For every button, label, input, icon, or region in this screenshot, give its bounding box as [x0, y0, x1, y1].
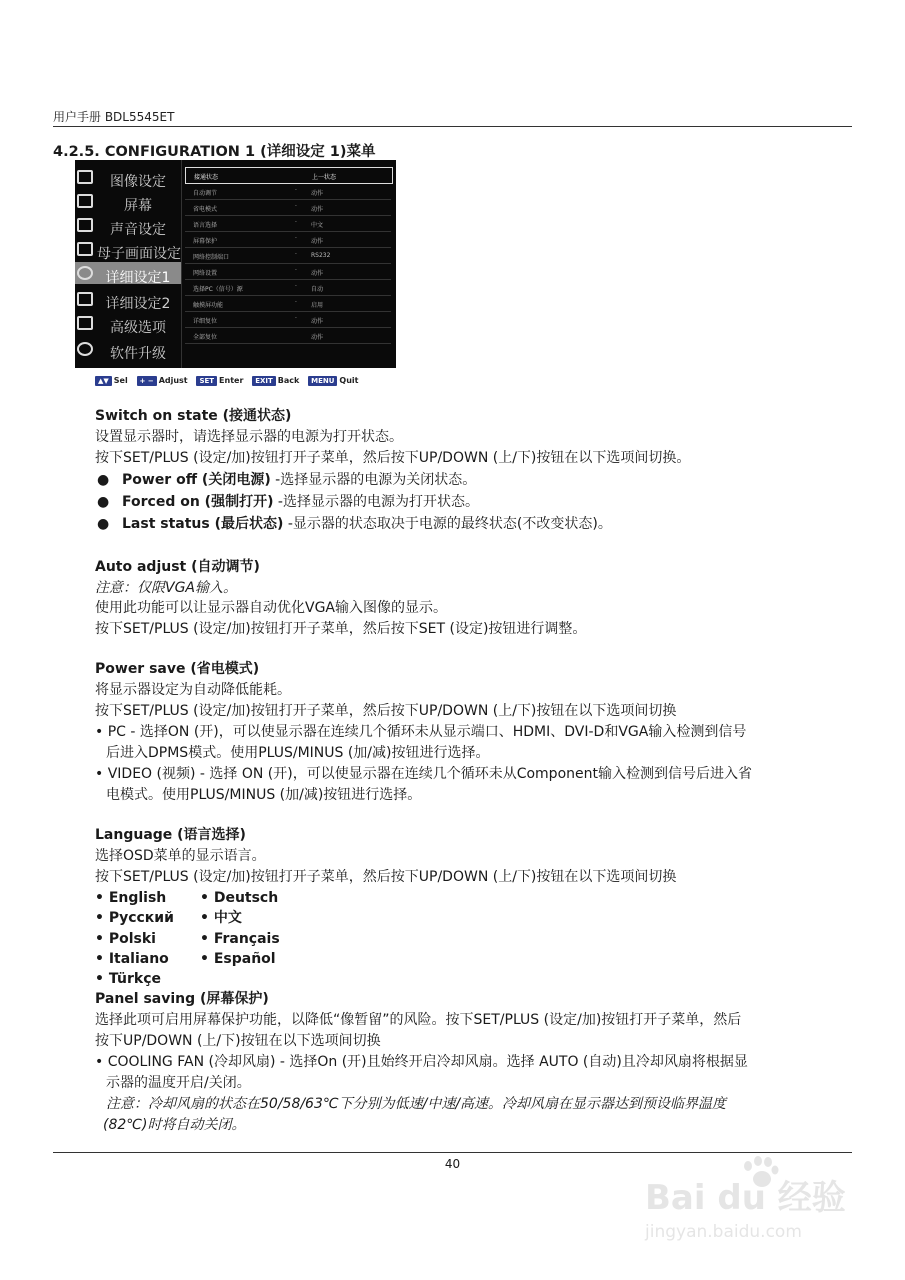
language-option: • Français	[200, 931, 280, 947]
picture-icon	[77, 170, 93, 184]
bullet: ●	[97, 472, 110, 488]
speaker-icon	[77, 218, 93, 232]
switch-on-desc: 设置显示器时，请选择显示器的电源为打开状态。	[95, 429, 403, 445]
osd-row: 接通状态 上一状态	[185, 167, 393, 184]
osd-row: 屏幕保护 · 动作	[185, 232, 391, 248]
footer-rule	[53, 1152, 852, 1153]
power-save-instr: 按下SET/PLUS (设定/加)按钮打开子菜单，然后按下UP/DOWN (上/下)按钮在以下选项间切换	[95, 703, 677, 719]
language-option: • Español	[200, 951, 276, 967]
language-option: • Русский	[95, 910, 174, 926]
osd-row: 网络控制端口 · RS232	[185, 248, 391, 264]
bullet: ●	[97, 516, 110, 532]
power-save-video-cont: 电模式。使用PLUS/MINUS (加/减)按钮进行选择。	[106, 787, 422, 803]
osd-left-item: 详细设定2	[75, 288, 181, 310]
auto-adjust-desc: 使用此功能可以让显示器自动优化VGA输入图像的显示。	[95, 600, 448, 616]
language-option: • Türkçe	[95, 971, 162, 987]
language-instr: 按下SET/PLUS (设定/加)按钮打开子菜单，然后按下UP/DOWN (上/下)按钮在以下选项间切换	[95, 869, 677, 885]
osd-left-item: 屏幕	[75, 190, 181, 212]
page-header: 用户手册 BDL5545ET	[53, 110, 175, 124]
osd-row: 全部复位 动作	[185, 328, 391, 344]
gear-icon	[77, 266, 93, 280]
switch-on-option: Forced on (强制打开) -选择显示器的电源为打开状态。	[122, 494, 479, 510]
osd-row: 触摸屏功能 · 启用	[185, 296, 391, 312]
osd-left-item: 软件升级	[75, 338, 181, 360]
osd-row: 详细复位 · 动作	[185, 312, 391, 328]
power-save-title: Power save (省电模式)	[95, 661, 260, 677]
auto-adjust-instr: 按下SET/PLUS (设定/加)按钮打开子菜单，然后按下SET (设定)按钮进行调整。	[95, 621, 587, 637]
language-option: • Polski	[95, 931, 156, 947]
language-desc: 选择OSD菜单的显示语言。	[95, 848, 266, 864]
language-option: • English	[95, 890, 167, 906]
osd-left-item: 图像设定	[75, 166, 181, 188]
key-legend-item: MENU Quit	[308, 376, 358, 386]
power-save-desc: 将显示器设定为自动降低能耗。	[95, 682, 291, 698]
switch-on-instr: 按下SET/PLUS (设定/加)按钮打开子菜单，然后按下UP/DOWN (上/下)按钮在以下选项间切换。	[95, 450, 691, 466]
power-save-pc: • PC - 选择ON (开)，可以使显示器在连续几个循环未从显示端口、HDMI、DVI-D和VGA输入检测到信号	[95, 724, 747, 740]
baidu-watermark	[645, 1160, 865, 1270]
osd-row: 自动调节 · 动作	[185, 184, 391, 200]
panel-saving-desc-cont: 按下UP/DOWN (上/下)按钮在以下选项间切换	[95, 1033, 381, 1049]
cooling-fan-note-cont: (82℃)时将自动关闭。	[103, 1117, 246, 1133]
header-rule	[53, 126, 852, 127]
osd-row: 选择PC（信号）源 · 自动	[185, 280, 391, 296]
osd-left-item-active: 详细设定1	[75, 262, 181, 284]
upgrade-icon	[77, 342, 93, 356]
power-save-pc-cont: 后进入DPMS模式。使用PLUS/MINUS (加/减)按钮进行选择。	[106, 745, 490, 761]
key-legend-item: SET Enter	[196, 376, 243, 386]
osd-row: 省电模式 · 动作	[185, 200, 391, 216]
switch-on-option: Last status (最后状态) -显示器的状态取决于电源的最终状态(不改变状态)。	[122, 516, 612, 532]
osd-menu-image	[75, 160, 396, 368]
settings2-icon	[77, 292, 93, 306]
cooling-fan-item-cont: 示器的温度开启/关闭。	[106, 1075, 251, 1091]
power-save-video: • VIDEO (视频) - 选择 ON (开)，可以使显示器在连续几个循环未从Component输入检测到信号后进入省	[95, 766, 752, 782]
watermark-url: jingyan.baidu.com	[645, 1222, 802, 1242]
cooling-fan-item: • COOLING FAN (冷却风扇) - 选择On (开)且始终开启冷却风扇。选择 AUTO (自动)且冷却风扇将根据显	[95, 1054, 748, 1070]
cooling-fan-note: 注意：冷却风扇的状态在50/58/63℃下分别为低速/中速/高速。冷却风扇在显示器达到预设临界温度	[106, 1096, 727, 1112]
key-legend-item: + − Adjust	[137, 376, 188, 386]
watermark-brand: Bai du 经验	[645, 1178, 846, 1218]
osd-key-legend	[95, 376, 364, 388]
language-option: • Deutsch	[200, 890, 279, 906]
advanced-icon	[77, 316, 93, 330]
page-number: 40	[444, 1157, 461, 1171]
bullet: ●	[97, 494, 110, 510]
panel-saving-title: Panel saving (屏幕保护)	[95, 991, 269, 1007]
osd-left-item: 声音设定	[75, 214, 181, 236]
pip-icon	[77, 242, 93, 256]
key-legend-item: EXIT Back	[252, 376, 299, 386]
language-title: Language (语言选择)	[95, 827, 246, 843]
switch-on-title: Switch on state (接通状态)	[95, 408, 292, 424]
panel-saving-desc: 选择此项可启用屏幕保护功能，以降低“像暂留”的风险。按下SET/PLUS (设定/加)按钮打开子菜单，然后	[95, 1012, 742, 1028]
screen-icon	[77, 194, 93, 208]
key-legend-item: ▲▼ Sel	[95, 376, 128, 386]
auto-adjust-note: 注意：仅限VGA输入。	[95, 580, 238, 596]
language-option: • 中文	[200, 910, 242, 926]
auto-adjust-title: Auto adjust (自动调节)	[95, 559, 260, 575]
section-title: 4.2.5. CONFIGURATION 1 (详细设定 1)菜单	[53, 144, 376, 160]
osd-left-item: 母子画面设定	[75, 238, 181, 260]
osd-divider	[181, 160, 182, 368]
osd-row: 语言选择 · 中文	[185, 216, 391, 232]
language-option: • Italiano	[95, 951, 169, 967]
osd-row: 网络设置 · 动作	[185, 264, 391, 280]
osd-left-item: 高级选项	[75, 312, 181, 334]
switch-on-option: Power off (关闭电源) -选择显示器的电源为关闭状态。	[122, 472, 477, 488]
